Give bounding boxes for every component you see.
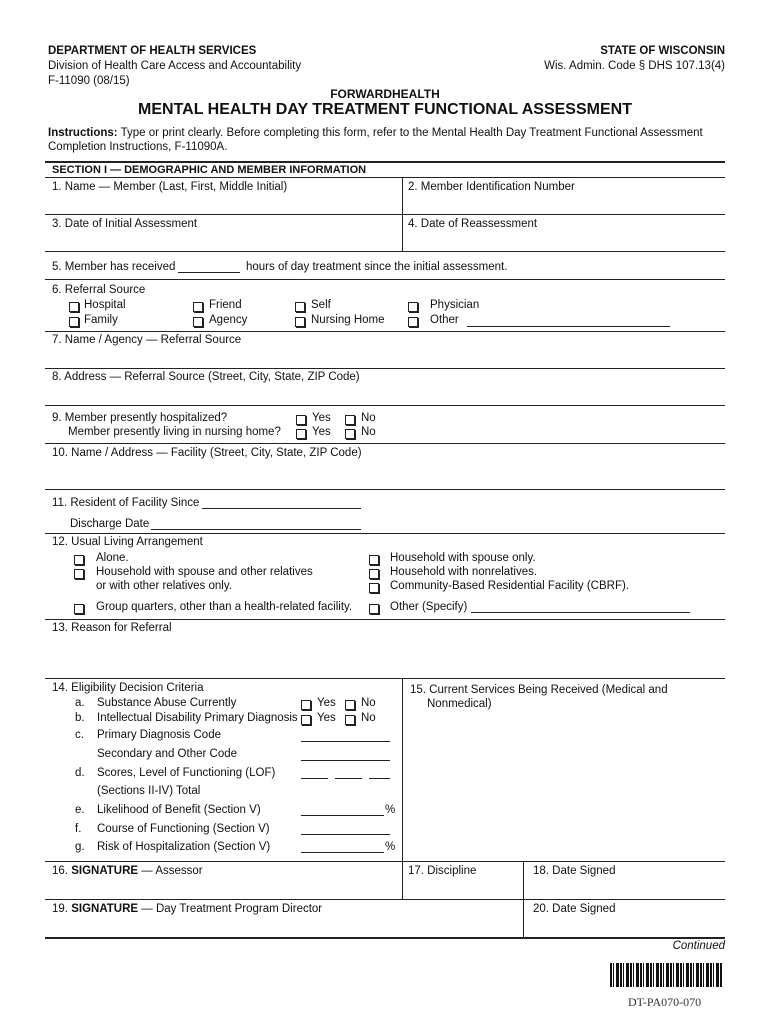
- likelihood-benefit-label: Likelihood of Benefit (Section V): [97, 804, 261, 816]
- spouse-only-checkbox[interactable]: [369, 555, 379, 565]
- other-referral-checkbox[interactable]: [408, 317, 418, 327]
- cbrf-checkbox[interactable]: [369, 583, 379, 593]
- assessor-signature-number: 16.: [52, 865, 68, 877]
- rule: [45, 443, 725, 444]
- referral-address-label: 8. Address — Referral Source (Street, City, State, ZIP Code): [52, 371, 360, 383]
- rule: [45, 214, 725, 215]
- rule: [45, 937, 725, 939]
- rule: [45, 489, 725, 490]
- admin-code: Wis. Admin. Code § DHS 107.13(4): [544, 60, 725, 72]
- physician-label: Physician: [430, 299, 480, 311]
- spouse-only-label: Household with spouse only.: [390, 552, 536, 564]
- instructions-text: Type or print clearly. Before completing this form, refer to the Mental Health Day Treatment Functional Assessment: [120, 127, 703, 139]
- course-functioning-field[interactable]: [301, 834, 390, 835]
- lof-score-field-3[interactable]: [369, 778, 390, 779]
- referral-source-label: 6. Referral Source: [52, 284, 146, 296]
- primary-diagnosis-label: Primary Diagnosis Code: [97, 729, 221, 741]
- likelihood-benefit-field[interactable]: [301, 815, 384, 816]
- other-living-checkbox[interactable]: [369, 604, 379, 614]
- substance-yes-label: Yes: [317, 697, 336, 709]
- hospitalized-question: 9. Member presently hospitalized?: [52, 412, 228, 424]
- alone-checkbox[interactable]: [74, 555, 84, 565]
- hours-received-label: 5. Member has received: [52, 261, 176, 273]
- substance-abuse-label: Substance Abuse Currently: [97, 697, 237, 709]
- instructions-line-1: [48, 127, 703, 139]
- barcode: [610, 963, 722, 987]
- hospitalized-no-checkbox[interactable]: [345, 415, 355, 425]
- hours-received-suffix: hours of day treatment since the initial assessment.: [246, 261, 508, 273]
- hospitalized-yes-label: Yes: [312, 412, 331, 424]
- rule: [45, 899, 725, 900]
- self-checkbox[interactable]: [295, 302, 305, 312]
- divider: [523, 861, 524, 937]
- item-d-letter: d.: [75, 767, 85, 779]
- course-functioning-label: Course of Functioning (Section V): [97, 823, 270, 835]
- family-label: Family: [84, 314, 118, 326]
- continued-label: Continued: [672, 940, 725, 952]
- lof-scores-label: Scores, Level of Functioning (LOF): [97, 767, 276, 779]
- assessor-signature-label: [52, 865, 203, 877]
- item-c-letter: c.: [75, 729, 84, 741]
- item-g-letter: g.: [75, 841, 85, 853]
- member-name-label: 1. Name — Member (Last, First, Middle Initial): [52, 181, 288, 193]
- risk-hospitalization-label: Risk of Hospitalization (Section V): [97, 841, 271, 853]
- id-yes-checkbox[interactable]: [301, 715, 311, 725]
- rule: [45, 678, 725, 679]
- percent-sign: %: [385, 804, 396, 816]
- rule: [45, 619, 725, 620]
- assessor-date-label: 18. Date Signed: [533, 865, 616, 877]
- rule: [45, 331, 725, 332]
- instructions-line-2: Completion Instructions, F-11090A.: [48, 141, 228, 153]
- id-no-label: No: [361, 712, 376, 724]
- item-f-letter: f.: [75, 823, 82, 835]
- other-referral-label: Other: [430, 314, 459, 326]
- resident-since-field[interactable]: [202, 508, 361, 509]
- spouse-relatives-label-2: or with other relatives only.: [96, 580, 232, 592]
- living-arrangement-label: 12. Usual Living Arrangement: [52, 536, 203, 548]
- nursing-no-label: No: [361, 426, 376, 438]
- id-yes-label: Yes: [317, 712, 336, 724]
- nursing-home-question: Member presently living in nursing home?: [68, 426, 281, 438]
- assessor-signature-word: SIGNATURE: [71, 865, 139, 877]
- item-a-letter: a.: [75, 697, 85, 709]
- rule: [45, 861, 725, 862]
- substance-no-checkbox[interactable]: [345, 700, 355, 710]
- family-checkbox[interactable]: [69, 317, 79, 327]
- department-name: DEPARTMENT OF HEALTH SERVICES: [48, 45, 257, 57]
- resident-since-label: 11. Resident of Facility Since: [52, 497, 200, 509]
- cbrf-label: Community-Based Residential Facility (CBRF).: [390, 580, 630, 592]
- director-signature-label: [52, 903, 322, 915]
- current-services-label-2: Nonmedical): [427, 698, 492, 710]
- hospital-label: Hospital: [84, 299, 126, 311]
- id-no-checkbox[interactable]: [345, 715, 355, 725]
- lof-score-field-2[interactable]: [335, 778, 362, 779]
- friend-checkbox[interactable]: [193, 302, 203, 312]
- self-label: Self: [311, 299, 331, 311]
- alone-label: Alone.: [96, 552, 129, 564]
- member-id-label: 2. Member Identification Number: [408, 181, 575, 193]
- divider: [402, 177, 403, 251]
- program-name: FORWARDHEALTH: [330, 87, 440, 101]
- discharge-date-label: Discharge Date: [70, 518, 150, 530]
- friend-label: Friend: [209, 299, 242, 311]
- document-code: DT-PA070-070: [628, 995, 702, 1009]
- risk-hospitalization-field[interactable]: [301, 852, 384, 853]
- discharge-date-field[interactable]: [151, 529, 361, 530]
- reason-referral-label: 13. Reason for Referral: [52, 622, 172, 634]
- discipline-label: 17. Discipline: [408, 865, 477, 877]
- state-name: STATE OF WISCONSIN: [600, 45, 725, 57]
- division-name: Division of Health Care Access and Accountability: [48, 60, 302, 72]
- rule: [45, 251, 725, 252]
- rule: [45, 161, 725, 163]
- page-title: MENTAL HEALTH DAY TREATMENT FUNCTIONAL ASSESSMENT: [138, 101, 632, 118]
- section-1-title: SECTION I — DEMOGRAPHIC AND MEMBER INFORMATION: [52, 164, 367, 176]
- nonrelatives-checkbox[interactable]: [369, 569, 379, 579]
- current-services-label: 15. Current Services Being Received (Medical and: [410, 684, 668, 696]
- form-number: F-11090 (08/15): [48, 75, 130, 87]
- item-b-letter: b.: [75, 712, 85, 724]
- referral-agency-label: 7. Name / Agency — Referral Source: [52, 334, 242, 346]
- rule: [45, 368, 725, 369]
- primary-diagnosis-field[interactable]: [301, 741, 390, 742]
- nursing-no-checkbox[interactable]: [345, 429, 355, 439]
- assessor-signature-role: — Assessor: [141, 865, 203, 877]
- group-quarters-checkbox[interactable]: [74, 604, 84, 614]
- rule: [45, 533, 725, 534]
- director-signature-word: SIGNATURE: [71, 903, 139, 915]
- nonrelatives-label: Household with nonrelatives.: [390, 566, 538, 578]
- nursing-yes-label: Yes: [312, 426, 331, 438]
- rule: [45, 405, 725, 406]
- lof-score-field-1[interactable]: [301, 778, 328, 779]
- secondary-code-field[interactable]: [301, 760, 390, 761]
- substance-yes-checkbox[interactable]: [301, 700, 311, 710]
- divider: [402, 678, 403, 899]
- rule: [45, 177, 725, 178]
- lof-total-label: (Sections II-IV) Total: [97, 785, 201, 797]
- rule: [45, 279, 725, 280]
- director-signature-number: 19.: [52, 903, 68, 915]
- item-e-letter: e.: [75, 804, 85, 816]
- nursing-home-checkbox[interactable]: [295, 317, 305, 327]
- spouse-relatives-checkbox[interactable]: [74, 569, 84, 579]
- other-living-label: Other (Specify): [390, 601, 468, 613]
- substance-no-label: No: [361, 697, 376, 709]
- instructions-label: Instructions:: [48, 127, 118, 139]
- group-quarters-label: Group quarters, other than a health-related facility.: [96, 601, 353, 613]
- hospitalized-yes-checkbox[interactable]: [296, 415, 306, 425]
- agency-label: Agency: [209, 314, 248, 326]
- nursing-yes-checkbox[interactable]: [296, 429, 306, 439]
- intellectual-disability-label: Intellectual Disability Primary Diagnosis: [97, 712, 298, 724]
- reassessment-date-label: 4. Date of Reassessment: [408, 218, 538, 230]
- hours-field[interactable]: [178, 272, 240, 273]
- physician-checkbox[interactable]: [408, 302, 418, 312]
- hospitalized-no-label: No: [361, 412, 376, 424]
- agency-checkbox[interactable]: [193, 317, 203, 327]
- director-signature-role: — Day Treatment Program Director: [141, 903, 323, 915]
- other-referral-field[interactable]: [467, 326, 670, 327]
- facility-address-label: 10. Name / Address — Facility (Street, City, State, ZIP Code): [52, 447, 362, 459]
- hospital-checkbox[interactable]: [69, 302, 79, 312]
- other-living-field[interactable]: [471, 612, 690, 613]
- secondary-code-label: Secondary and Other Code: [97, 748, 238, 760]
- initial-assessment-date-label: 3. Date of Initial Assessment: [52, 218, 198, 230]
- eligibility-label: 14. Eligibility Decision Criteria: [52, 682, 204, 694]
- nursing-home-label: Nursing Home: [311, 314, 385, 326]
- percent-sign: %: [385, 841, 396, 853]
- spouse-relatives-label: Household with spouse and other relatives: [96, 566, 313, 578]
- director-date-label: 20. Date Signed: [533, 903, 616, 915]
